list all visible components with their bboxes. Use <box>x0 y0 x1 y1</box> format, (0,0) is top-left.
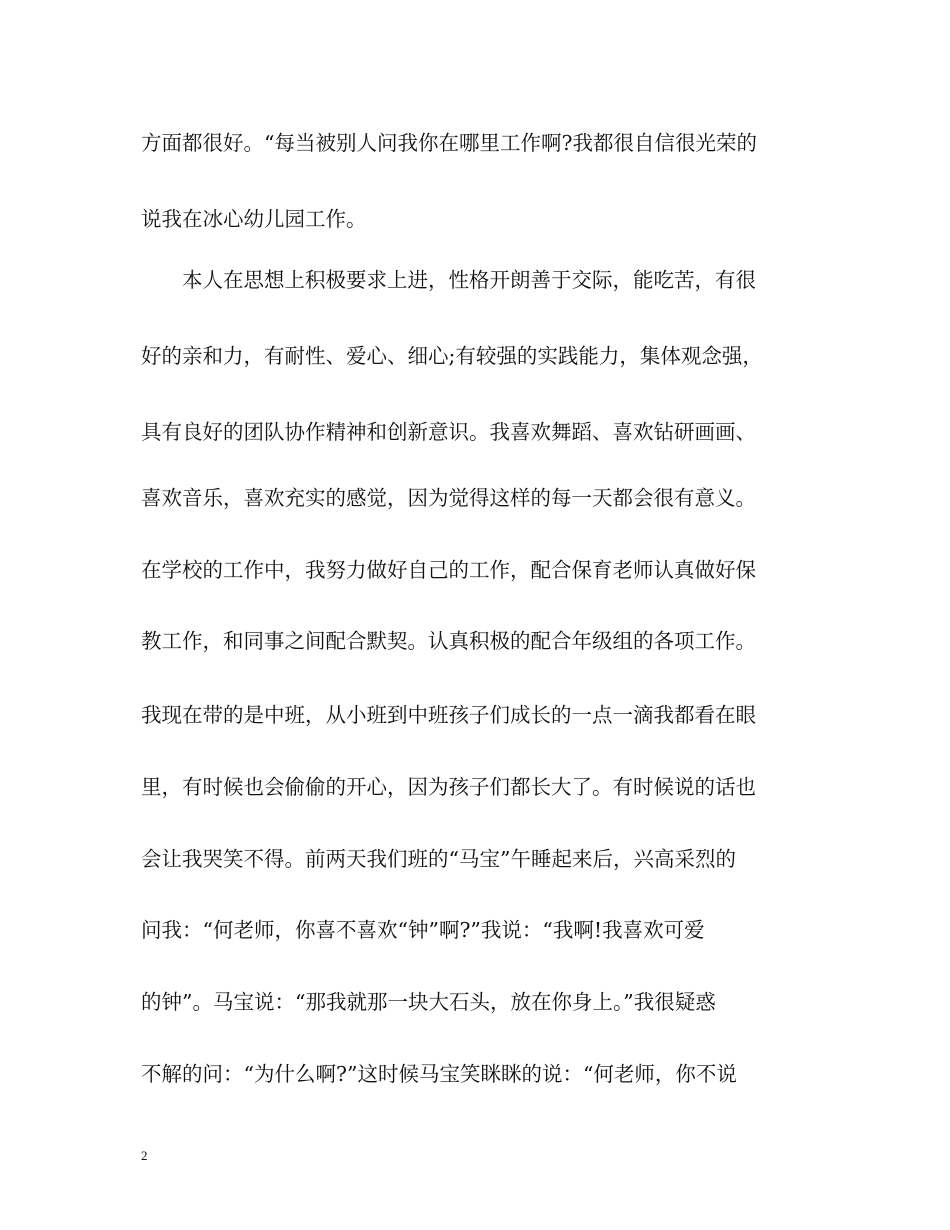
text-line: 的钟”。马宝说：“那我就那一块大石头，放在你身上。”我很疑惑 <box>141 990 716 1014</box>
text-line: 问我：“何老师，你喜不喜欢“钟”啊?”我说：“我啊!我喜欢可爱 <box>141 918 705 942</box>
text-line: 好的亲和力，有耐性、爱心、细心;有较强的实践能力，集体观念强， <box>141 344 763 368</box>
text-line: 不解的问：“为什么啊?”这时候马宝笑眯眯的说：“何老师，你不说 <box>141 1062 737 1086</box>
text-line: 喜欢音乐，喜欢充实的感觉，因为觉得这样的每一天都会很有意义。 <box>141 486 756 510</box>
text-line: 具有良好的团队协作精神和创新意识。我喜欢舞蹈、喜欢钻研画画、 <box>141 420 756 444</box>
text-line: 说我在冰心幼儿园工作。 <box>141 207 367 231</box>
text-line: 里，有时候也会偷偷的开心，因为孩子们都长大了。有时候说的话也 <box>141 775 756 799</box>
text-line: 教工作，和同事之间配合默契。认真积极的配合年级组的各项工作。 <box>141 629 756 653</box>
text-line: 会让我哭笑不得。前两天我们班的“马宝”午睡起来后，兴高采烈的 <box>141 847 736 871</box>
text-line: 在学校的工作中，我努力做好自己的工作，配合保育老师认真做好保 <box>141 558 756 582</box>
page-number: 2 <box>141 1148 148 1163</box>
text-line: 方面都很好。“每当被别人问我你在哪里工作啊?我都很自信很光荣的 <box>141 131 757 155</box>
text-line: 我现在带的是中班，从小班到中班孩子们成长的一点一滴我都看在眼 <box>141 703 756 727</box>
text-line: 本人在思想上积极要求上进，性格开朗善于交际，能吃苦，有很 <box>182 268 756 292</box>
